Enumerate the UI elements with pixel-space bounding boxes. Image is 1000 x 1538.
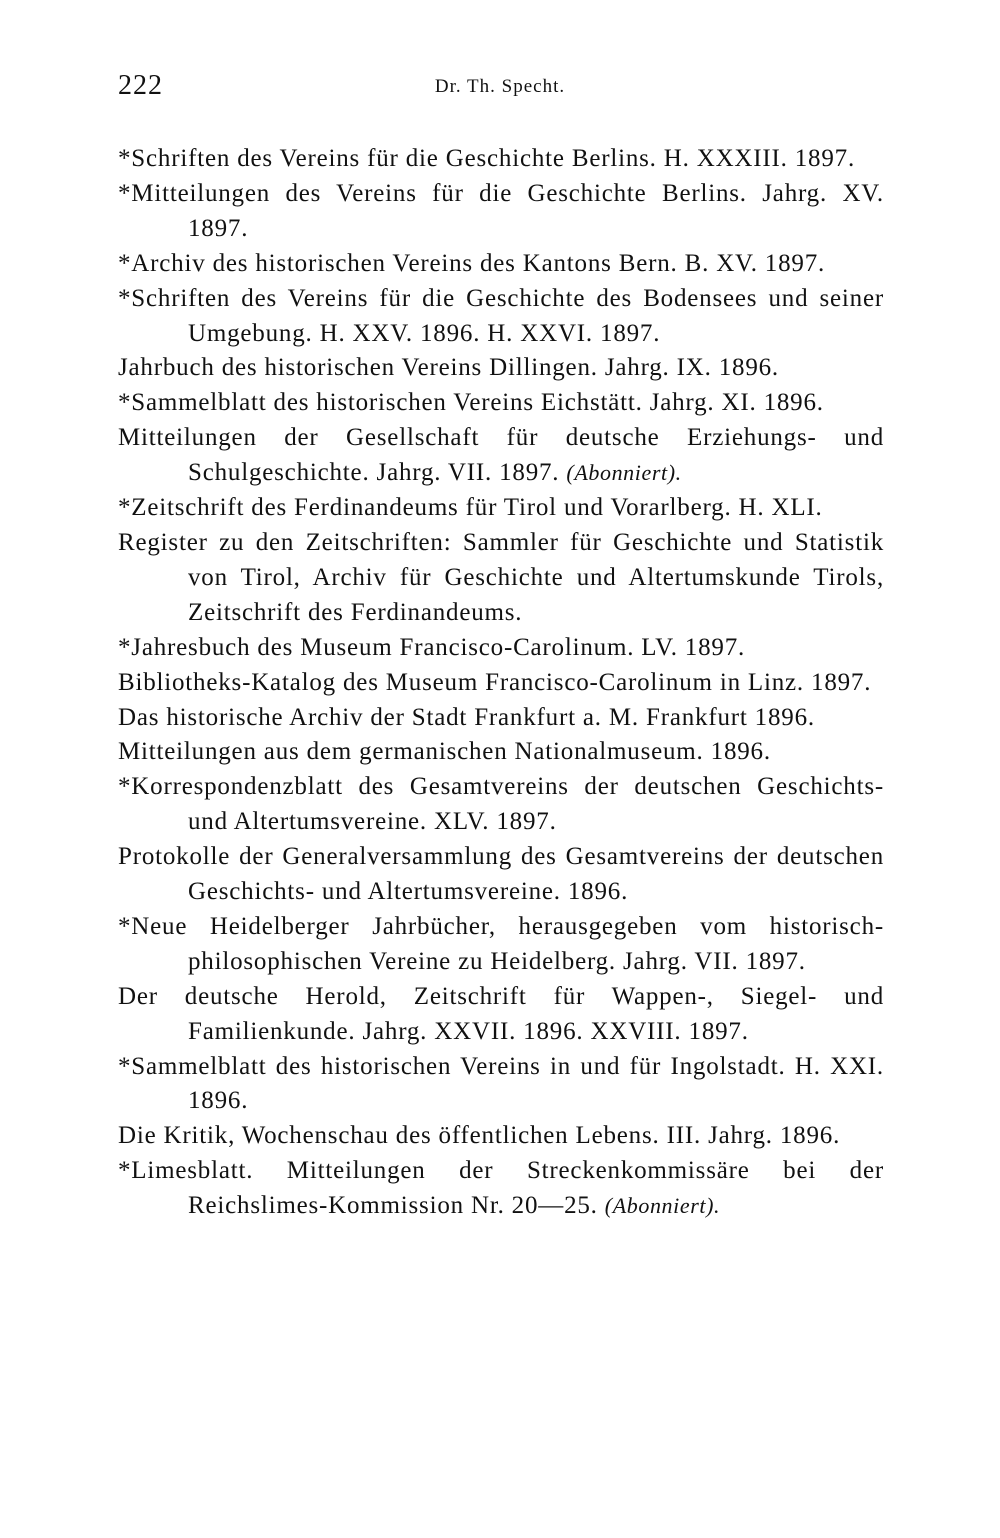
entry-text: *Sammelblatt des historischen Vereins Eichstätt. Jahrg. XI. 1896.: [118, 389, 824, 417]
list-item: [118, 980, 884, 1050]
list-item: [118, 1119, 884, 1154]
entry-text: *Neue Heidelberger Jahrbücher, herausgegeben vom historisch-philosophischen Vereine zu Heidelberg. Jahrg. VII. 1897.: [118, 912, 884, 975]
list-item: [118, 526, 884, 631]
list-item: [118, 421, 884, 491]
periodicals-list: [118, 142, 884, 1224]
page-number: 222: [118, 70, 163, 101]
entry-text: Bibliotheks-Katalog des Museum Francisco-Carolinum in Linz. 1897.: [118, 668, 872, 696]
entry-text: Der deutsche Herold, Zeitschrift für Wappen-, Siegel- und Familienkunde. Jahrg. XXVII. 1896. XXVIII. 1897.: [118, 982, 884, 1045]
list-item: [118, 701, 884, 736]
list-item: [118, 142, 884, 177]
list-item: [118, 735, 884, 770]
entry-text: Die Kritik, Wochenschau des öffentlichen Lebens. III. Jahrg. 1896.: [118, 1122, 841, 1150]
list-item: [118, 666, 884, 701]
list-item: [118, 1154, 884, 1224]
list-item: [118, 910, 884, 980]
list-item: [118, 247, 884, 282]
entry-text: *Jahresbuch des Museum Francisco-Carolinum. LV. 1897.: [118, 633, 746, 661]
entry-text: *Limesblatt. Mitteilungen der Streckenkommissäre bei der Reichslimes-Kommission Nr. 20—25.: [118, 1157, 884, 1220]
entry-text: *Mitteilungen des Vereins für die Geschichte Berlins. Jahrg. XV. 1897.: [118, 179, 884, 242]
entry-text: *Zeitschrift des Ferdinandeums für Tirol und Vorarlberg. H. XLI.: [118, 494, 823, 522]
list-item: [118, 491, 884, 526]
list-item: [118, 1050, 884, 1120]
entry-text: *Schriften des Vereins für die Geschichte Berlins. H. XXXIII. 1897.: [118, 145, 855, 172]
list-item: [118, 177, 884, 247]
list-item: [118, 386, 884, 421]
entry-text: *Schriften des Vereins für die Geschichte des Bodensees und seiner Umgebung. H. XXV. 1896. H. XXVI. 1897.: [118, 284, 884, 347]
entry-text: Mitteilungen aus dem germanischen Nationalmuseum. 1896.: [118, 738, 771, 766]
entry-text: *Archiv des historischen Vereins des Kantons Bern. B. XV. 1897.: [118, 249, 826, 277]
list-item: [118, 770, 884, 840]
list-item: [118, 840, 884, 910]
entry-text: Mitteilungen der Gesellschaft für deutsche Erziehungs- und Schulgeschichte. Jahrg. VII. 1897.: [118, 424, 884, 487]
entry-text: Protokolle der Generalversammlung des Gesamtvereins der deutschen Geschichts- und Altertumsvereine. 1896.: [118, 843, 884, 906]
entry-note: (Abonniert).: [604, 1193, 721, 1219]
list-item: [118, 351, 884, 386]
entry-text: Register zu den Zeitschriften: Sammler für Geschichte und Statistik von Tirol, Archiv für Geschichte und Altertumskunde Tirols, Zeitschrift des Ferdinandeums.: [118, 528, 884, 626]
list-item: [118, 282, 884, 352]
entry-note: (Abonniert).: [566, 460, 682, 486]
entry-text: *Korrespondenzblatt des Gesamtvereins der deutschen Geschichts- und Altertumsvereine. XLV. 1897.: [118, 773, 884, 836]
entry-text: *Sammelblatt des historischen Vereins in und für Ingolstadt. H. XXI. 1896.: [118, 1052, 884, 1115]
list-item: [118, 631, 884, 666]
entry-text: Das historische Archiv der Stadt Frankfurt a. M. Frankfurt 1896.: [118, 703, 815, 731]
running-head: Dr. Th. Specht.: [434, 76, 566, 97]
entry-text: Jahrbuch des historischen Vereins Dillingen. Jahrg. IX. 1896.: [118, 354, 779, 382]
page-header: [118, 70, 882, 110]
